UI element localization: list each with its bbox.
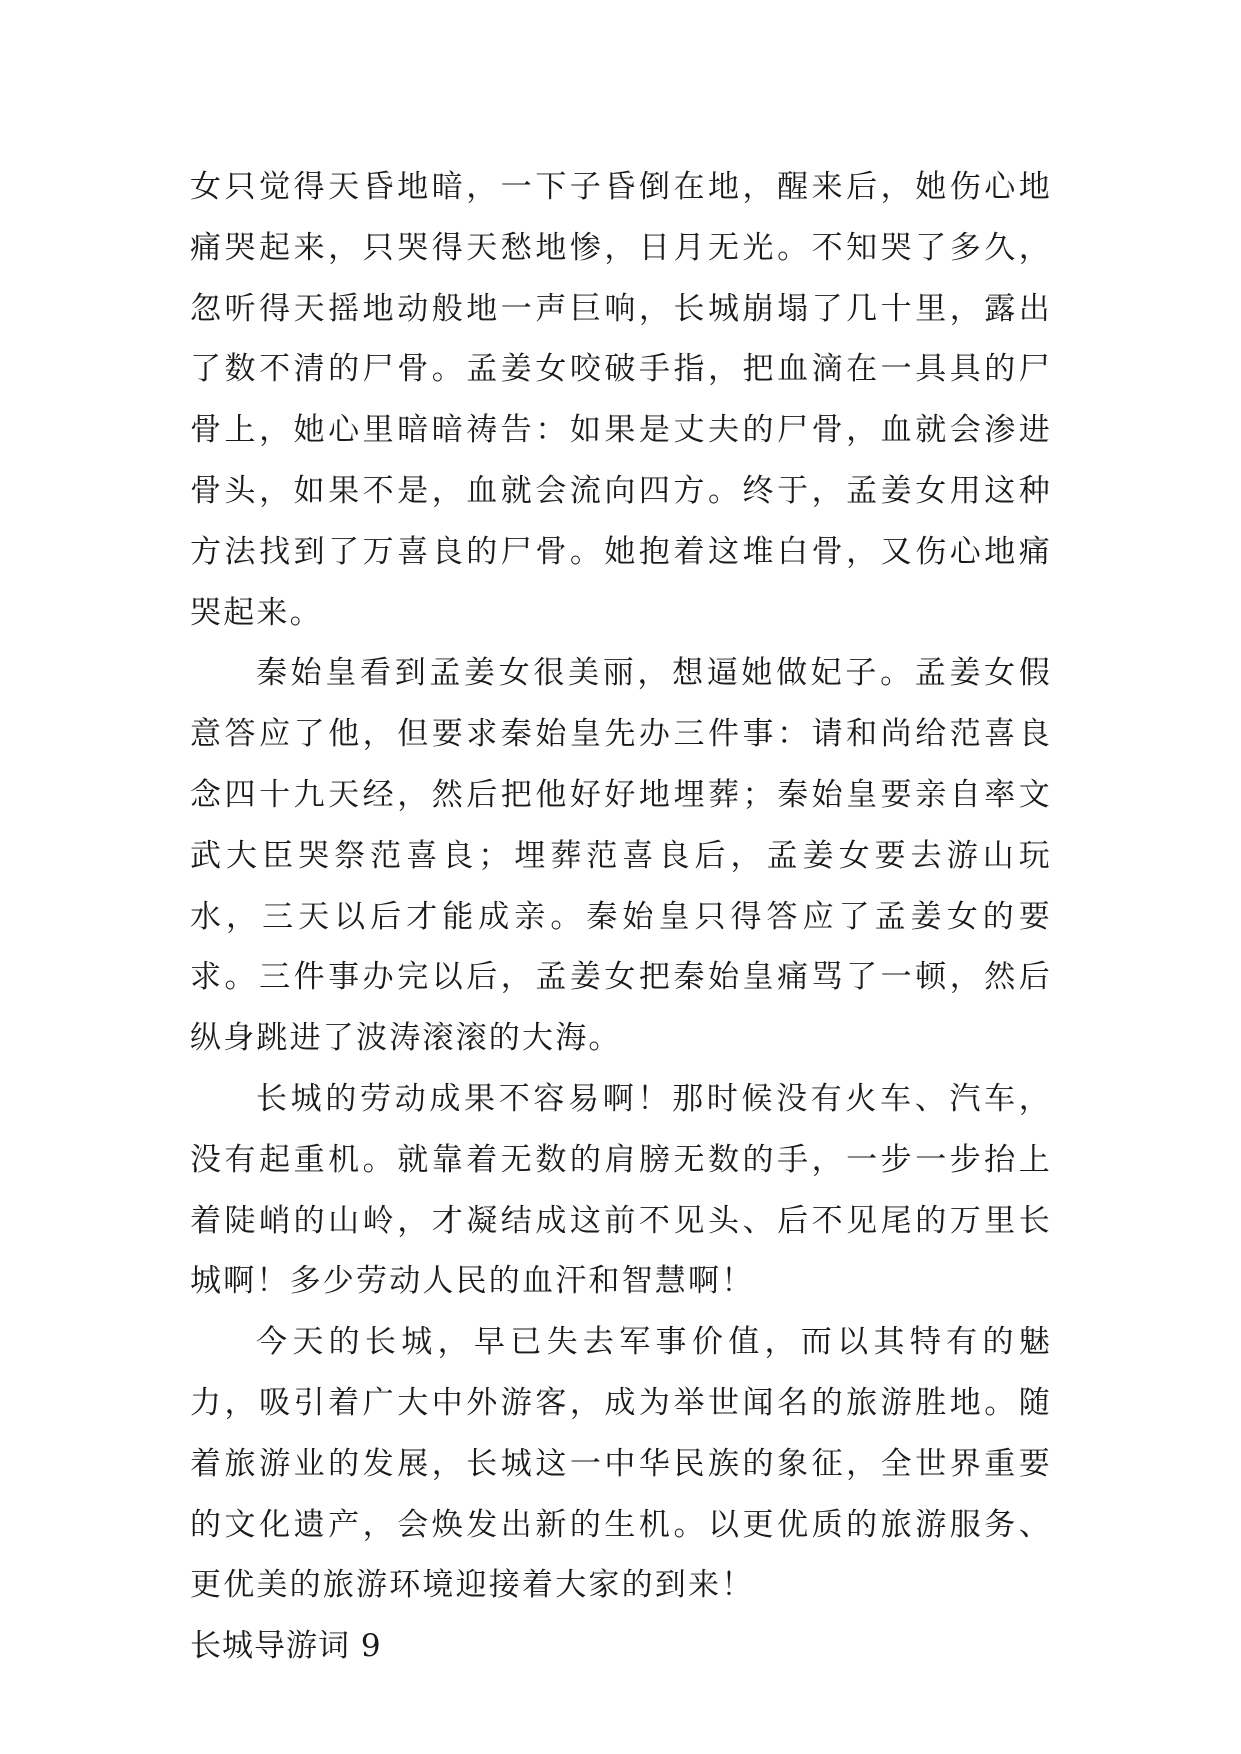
paragraph: 长城的劳动成果不容易啊！那时候没有火车、汽车，没有起重机。就靠着无数的肩膀无数的手，一步一步抬上着陡峭的山岭，才凝结成这前不见头、后不见尾的万里长城啊！多少劳动人民的血汗和智慧啊！	[190, 1080, 1052, 1300]
paragraph: 秦始皇看到孟姜女很美丽，想逼她做妃子。孟姜女假意答应了他，但要求秦始皇先办三件事：请和尚给范喜良念四十九天经，然后把他好好地埋葬；秦始皇要亲自率文武大臣哭祭范喜良；埋葬范喜良后，孟姜女要去游山玩水，三天以后才能成亲。秦始皇只得答应了孟姜女的要求。三件事办完以后，孟姜女把秦始皇痛骂了一顿，然后纵身跳进了波涛滚滚的大海。	[190, 655, 1052, 1057]
paragraph: 今天的长城，早已失去军事价值，而以其特有的魅力，吸引着广大中外游客，成为举世闻名的旅游胜地。随着旅游业的发展，长城这一中华民族的象征，全世界重要的文化遗产，会焕发出新的生机。以更优质的旅游服务、更优美的旅游环境迎接着大家的到来！	[190, 1324, 1052, 1604]
section-heading: 长城导游词 9	[190, 1628, 382, 1665]
document-body	[190, 157, 1052, 1677]
paragraph-continued: 女只觉得天昏地暗，一下子昏倒在地，醒来后，她伤心地痛哭起来，只哭得天愁地惨，日月无光。不知哭了多久，忽听得天摇地动般地一声巨响，长城崩塌了几十里，露出了数不清的尸骨。孟姜女咬破手指，把血滴在一具具的尸骨上，她心里暗暗祷告：如果是丈夫的尸骨，血就会渗进骨头，如果不是，血就会流向四方。终于，孟姜女用这种方法找到了万喜良的尸骨。她抱着这堆白骨，又伤心地痛哭起来。	[190, 169, 1052, 631]
